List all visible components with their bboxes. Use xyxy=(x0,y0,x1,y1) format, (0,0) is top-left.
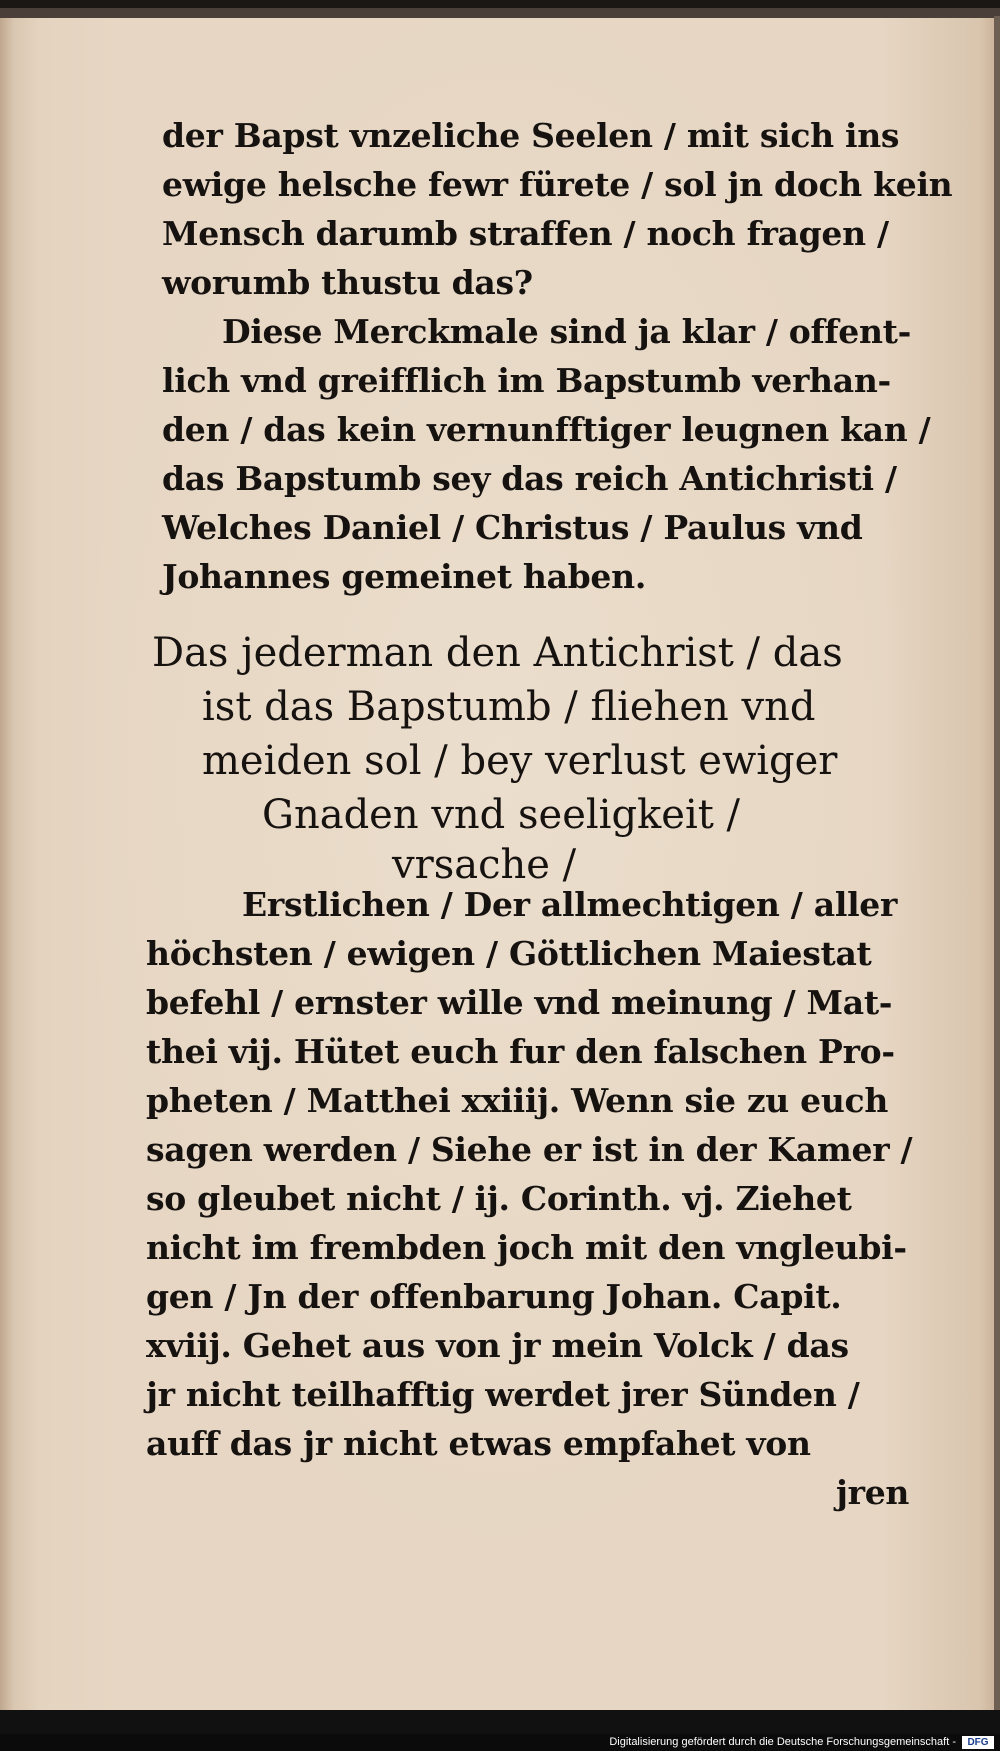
section-heading-line: Das jederman den Antichrist / das xyxy=(152,630,843,676)
text-line: den / das kein vernunfftiger leugnen kan / xyxy=(162,410,931,449)
dfg-logo: DFG xyxy=(962,1736,994,1749)
section-heading-line: ist das Bapstumb / fliehen vnd xyxy=(202,684,816,730)
text-line: das Bapstumb sey das reich Antichristi / xyxy=(162,459,897,498)
footer-bar xyxy=(0,1734,1000,1751)
text-line: nicht im frembden joch mit den vngleubi- xyxy=(146,1228,907,1267)
text-line: Erstlichen / Der allmechtigen / aller xyxy=(242,885,898,924)
text-line: auff das jr nicht etwas empfahet von xyxy=(146,1424,811,1463)
text-line: Mensch darumb straffen / noch fragen / xyxy=(162,214,889,253)
text-line: Johannes gemeinet haben. xyxy=(162,557,647,596)
text-line: Welches Daniel / Christus / Paulus vnd xyxy=(162,508,863,547)
text-line: ewige helsche fewr fürete / sol jn doch kein xyxy=(162,165,953,204)
text-line: befehl / ernster wille vnd meinung / Mat- xyxy=(146,983,893,1022)
text-line: Diese Merckmale sind ja klar / offent- xyxy=(222,312,912,351)
scanned-page xyxy=(0,8,1000,1710)
text-line: gen / Jn der offenbarung Johan. Capit. xyxy=(146,1277,842,1316)
text-line: der Bapst vnzeliche Seelen / mit sich ins xyxy=(162,116,900,155)
section-heading-line: vrsache / xyxy=(392,842,577,888)
catchword: jren xyxy=(836,1473,910,1512)
text-line: xviij. Gehet aus von jr mein Volck / das xyxy=(146,1326,849,1365)
text-line: worumb thustu das? xyxy=(162,263,533,302)
text-line: so gleubet nicht / ij. Corinth. vj. Ziehet xyxy=(146,1179,852,1218)
section-heading-line: meiden sol / bey verlust ewiger xyxy=(202,738,838,784)
text-line: sagen werden / Siehe er ist in der Kamer / xyxy=(146,1130,913,1169)
text-line: pheten / Matthei xxiiij. Wenn sie zu euch xyxy=(146,1081,889,1120)
footer-credit: Digitalisierung gefördert durch die Deutsche Forschungsgemeinschaft - xyxy=(609,1736,956,1748)
section-heading-line: Gnaden vnd seeligkeit / xyxy=(262,792,741,838)
text-line: jr nicht teilhafftig werdet jrer Sünden / xyxy=(146,1375,860,1414)
text-line: thei vij. Hütet euch fur den falschen Pro- xyxy=(146,1032,895,1071)
text-line: höchsten / ewigen / Göttlichen Maiestat xyxy=(146,934,872,973)
page-right-edge xyxy=(994,16,1000,1718)
text-line: lich vnd greifflich im Bapstumb verhan- xyxy=(162,361,891,400)
page-top-edge xyxy=(0,8,1000,18)
